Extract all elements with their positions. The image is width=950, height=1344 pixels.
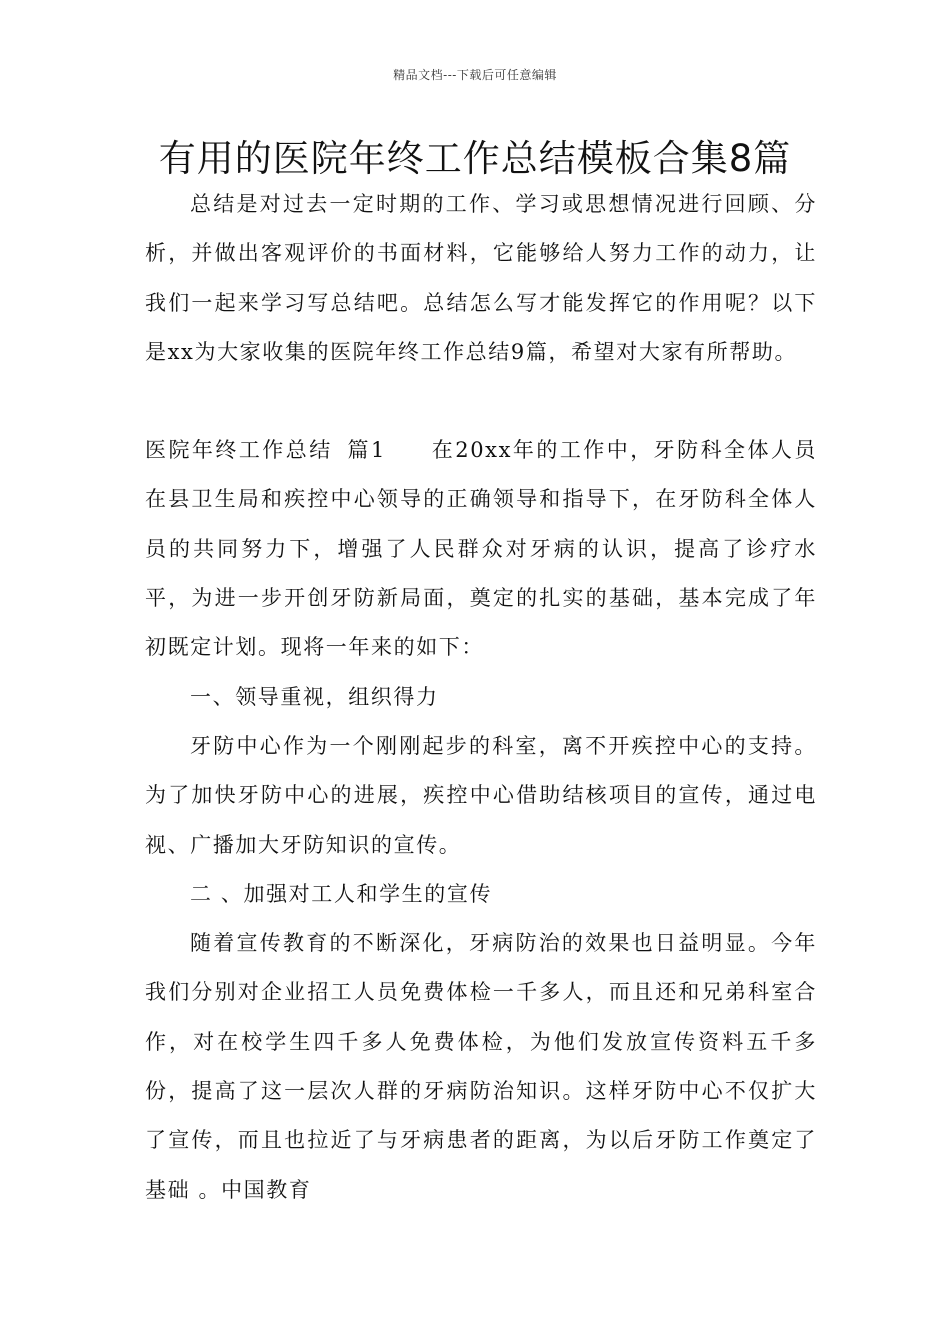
document-body xyxy=(145,180,817,1215)
article-1-opening xyxy=(145,426,817,672)
intro-paragraph: 总结是对过去一定时期的工作、学习或思想情况进行回顾、分析，并做出客观评价的书面材料，它能够给人努力工作的动力，让我们一起来学习写总结吧。总结怎么写才能发挥它的作用呢？以下是xx为大家收集的医院年终工作总结9篇，希望对大家有所帮助。 xyxy=(145,192,817,364)
section-1-title: 一、领导重视，组织得力 xyxy=(190,684,439,709)
paragraph-spacer xyxy=(145,377,817,426)
section-2-title: 二 、加强对工人和学生的宣传 xyxy=(190,881,493,906)
document-title: 有用的医院年终工作总结模板合集8篇 xyxy=(158,137,792,180)
header-note: 精品文档---下载后可任意编辑 xyxy=(393,68,557,82)
section-2-text: 随着宣传教育的不断深化，牙病防治的效果也日益明显。今年我们分别对企业招工人员免费体检一千多人，而且还和兄弟科室合作，对在校学生四千多人免费体检，为他们发放宣传资料五千多份，提高了这一层次人群的牙病防治知识。这样牙防中心不仅扩大了宣传，而且也拉近了与牙病患者的距离，为以后牙防工作奠定了基础 。中国教育 xyxy=(145,931,817,1202)
article-1-heading-name: 医院年终工作总结 xyxy=(145,438,333,463)
article-1-opening-text: 在20xx年的工作中，牙防科全体人员在县卫生局和疾控中心领导的正确领导和指导下，在牙防科全体人员的共同努力下，增强了人民群众对牙病的认识，提高了诊疗水平，为进一步开创牙防新局面，奠定的扎实的基础，基本完成了年初既定计划。现将一年来的如下： xyxy=(145,438,817,660)
article-1-heading-number: 篇1 xyxy=(346,438,386,463)
section-1-text: 牙防中心作为一个刚刚起步的科室，离不开疾控中心的支持。为了加快牙防中心的进展，疾控中心借助结核项目的宣传，通过电视、广播加大牙防知识的宣传。 xyxy=(145,733,817,857)
